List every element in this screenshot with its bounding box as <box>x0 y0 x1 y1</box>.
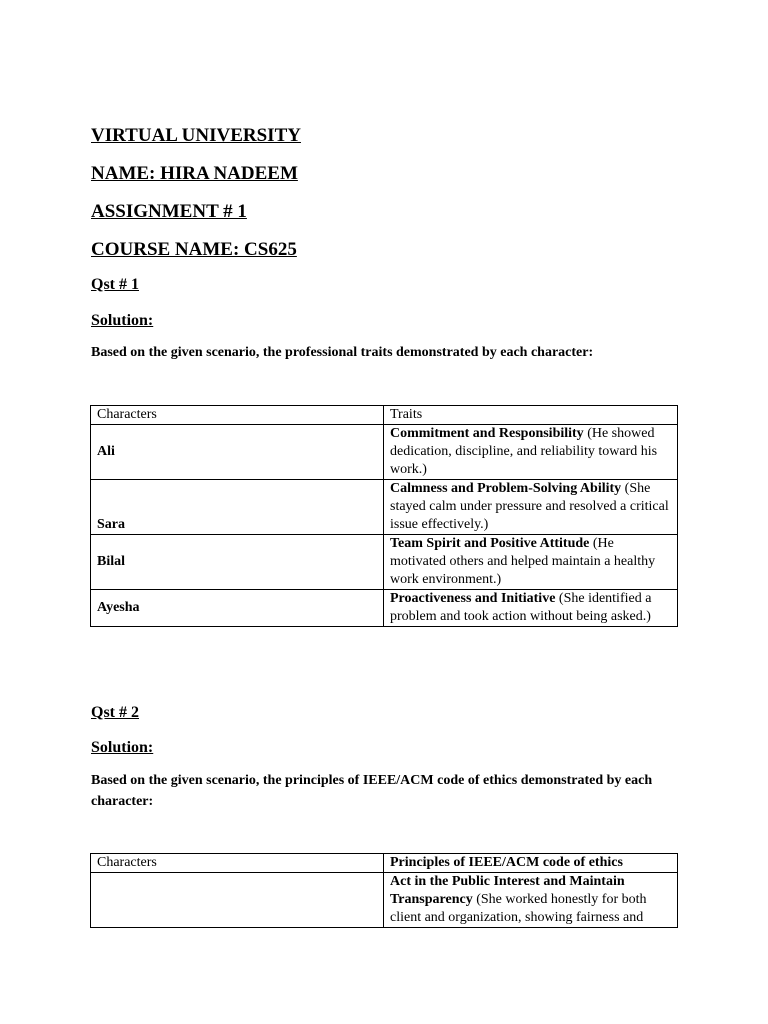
trait-title: Proactiveness and Initiative <box>390 591 556 606</box>
q1-traits-table <box>90 405 678 627</box>
table-header-row <box>91 406 678 425</box>
trait-title: Team Spirit and Positive Attitude <box>390 536 590 551</box>
q1-solution-label: Solution: <box>91 312 154 329</box>
trait-title: Commitment and Responsibility <box>390 426 584 441</box>
trait-cell <box>384 535 678 590</box>
university-heading: VIRTUAL UNIVERSITY <box>91 125 301 146</box>
q2-ethics-table <box>90 853 678 928</box>
table-row <box>91 590 678 627</box>
student-name-heading: NAME: HIRA NADEEM <box>91 163 298 184</box>
table-row <box>91 873 678 928</box>
trait-cell <box>384 480 678 535</box>
principle-cell <box>384 873 678 928</box>
q2-intro: Based on the given scenario, the principles of IEEE/ACM code of ethics demonstrated by each character: <box>91 773 653 809</box>
column-header-traits: Traits <box>384 406 678 425</box>
character-cell: Sara <box>91 480 384 535</box>
q2-solution-label: Solution: <box>91 739 154 756</box>
column-header-characters: Characters <box>91 854 384 873</box>
principle-description: (She worked honestly for both client and organization, showing fairness and <box>390 892 647 925</box>
trait-description: (He showed dedication, discipline, and reliability toward his work.) <box>390 426 658 477</box>
trait-description: (He motivated others and helped maintain a healthy work environment.) <box>390 536 656 587</box>
trait-cell <box>384 590 678 627</box>
table-row <box>91 480 678 535</box>
q1-label: Qst # 1 <box>91 276 139 293</box>
character-cell: Bilal <box>91 535 384 590</box>
character-cell: Ayesha <box>91 590 384 627</box>
assignment-heading: ASSIGNMENT # 1 <box>91 201 247 222</box>
column-header-characters: Characters <box>91 406 384 425</box>
table-row <box>91 425 678 480</box>
trait-description: (She identified a problem and took action without being asked.) <box>390 591 652 624</box>
character-cell <box>91 873 384 928</box>
trait-cell <box>384 425 678 480</box>
column-header-principles: Principles of IEEE/ACM code of ethics <box>384 854 678 873</box>
trait-description: (She stayed calm under pressure and resolved a critical issue effectively.) <box>390 481 669 532</box>
course-heading: COURSE NAME: CS625 <box>91 239 297 260</box>
character-cell: Ali <box>91 425 384 480</box>
table-row <box>91 535 678 590</box>
q2-label: Qst # 2 <box>91 704 139 721</box>
principle-title: Act in the Public Interest and Maintain Transparency <box>390 874 625 907</box>
q1-intro: Based on the given scenario, the professional traits demonstrated by each character: <box>91 345 594 360</box>
table-header-row <box>91 854 678 873</box>
trait-title: Calmness and Problem-Solving Ability <box>390 481 622 496</box>
